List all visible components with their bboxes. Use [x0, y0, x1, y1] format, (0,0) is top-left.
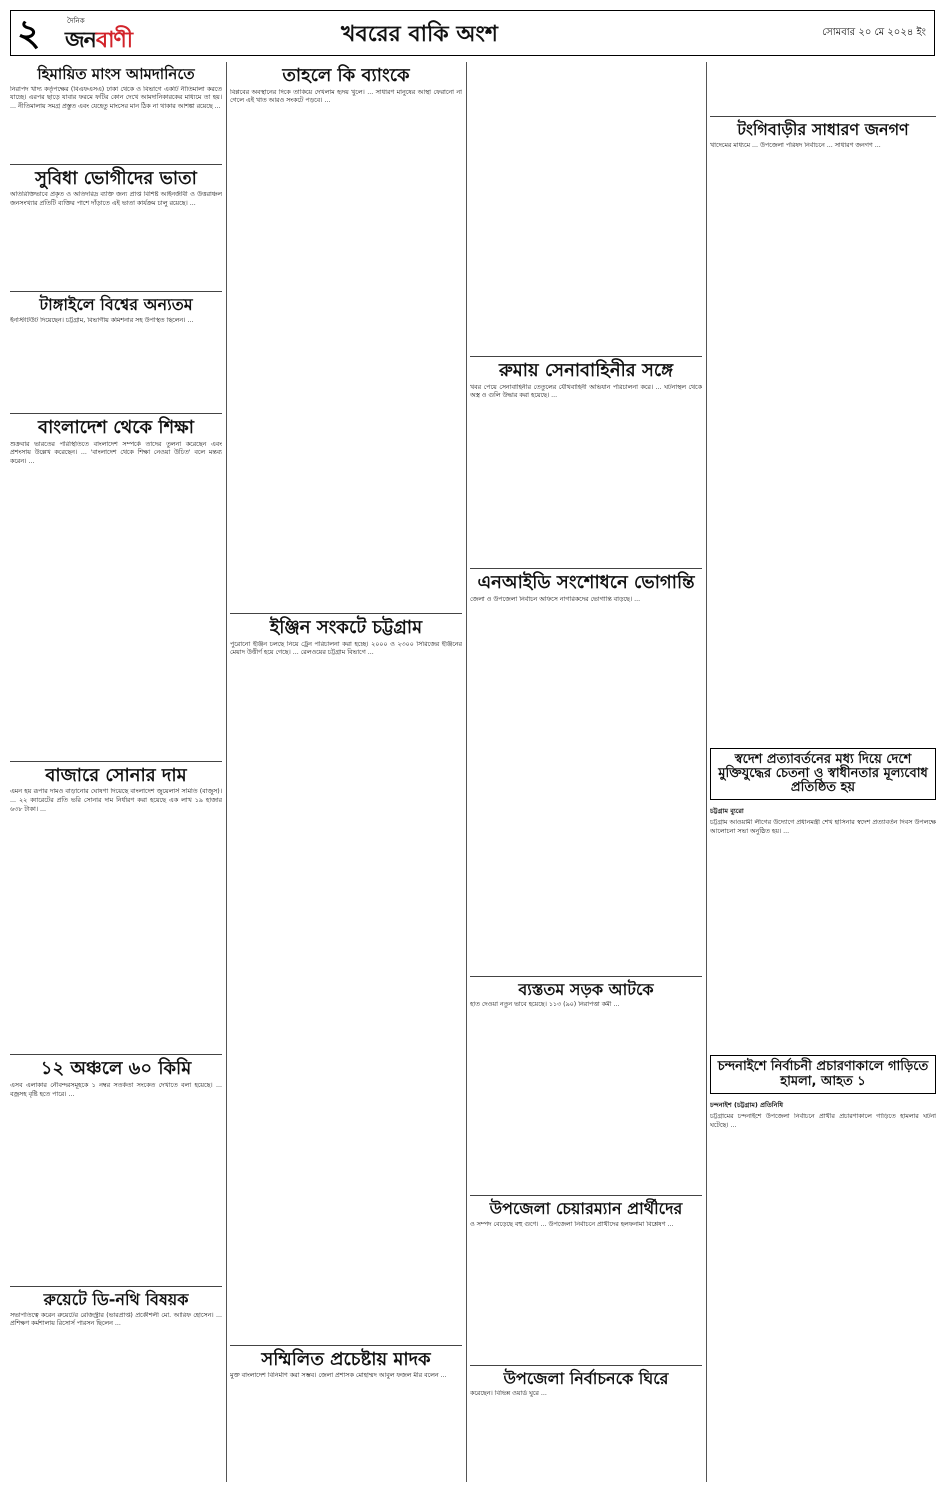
page-date: সোমবার ২০ মে ২০২৪ ইং	[822, 27, 926, 38]
article-bajarer-sona	[10, 766, 222, 1051]
article-body: সভাপতিত্বে করেন রুয়েটের রেজিস্ট্রার (ভারপ্রাপ্ত) প্রকৌশলী মো. আরিফ হোসেন। ... প্রশিক্ষণ কর্মশালায় রিসোর্স পারসন ছিলেন ...	[10, 1311, 222, 1328]
divider	[230, 1345, 462, 1346]
byline: চট্টগ্রাম ব্যুরো	[710, 807, 744, 816]
masthead	[10, 10, 935, 56]
headline: এনআইডি সংশোধনে ভোগান্তি	[477, 571, 695, 593]
column-divider	[706, 62, 707, 1482]
article-body: ইনস্টিটিউট দিয়েছেন। চট্টগ্রাম, বিভাগীয় কমিশনার সহ উপস্থিত ছিলেন। ...	[10, 316, 194, 324]
divider	[230, 613, 462, 614]
newspaper-logo	[65, 15, 143, 51]
column-4	[710, 62, 936, 1482]
column-2	[230, 62, 462, 1482]
article-himayito	[10, 66, 222, 160]
article-ruet	[10, 1291, 222, 1402]
headline: ইঞ্জিন সংকটে চট্টগ্রাম	[269, 616, 423, 638]
article-body: অতিরিক্তিভাবে প্রকৃত ও অতিদরিদ্র ব্যক্তি জন্য প্রাপ্ত বিশিষ্ট আইনজীবী ও উত্তরাঞ্চল জনসংখ্যার প্রতিটি ব্যক্তির পাশে দাঁড়াতে এই ভাতা কার্যক্রম চালু রয়েছে। ...	[10, 191, 222, 207]
headline: টংগিবাড়ীর সাধারণ জনগণ	[737, 120, 909, 139]
page-title: খবরের বাকি অংশ	[341, 22, 498, 47]
article-tangail	[10, 296, 222, 409]
article-rumay	[470, 361, 702, 564]
headline: ব্যস্ততম সড়ক আটকে	[518, 979, 654, 999]
divider	[470, 976, 702, 977]
article-body: খাদেমের মাধ্যমে ... উপজেলা পরিষদ নির্বাচনে ... সাধারণ জনগণ ...	[710, 141, 881, 149]
headline: সুবিধা ভোগীদের ভাতা	[35, 167, 197, 189]
divider	[710, 116, 936, 117]
headline: বাজারে সোনার দাম	[45, 764, 187, 786]
article-body: মুক্ত বাংলাদেশ বিনির্মাণ করা সম্ভব। জেলা প্রশাসক মোহাম্মদ আবুল ফজল মীর বলেন ...	[230, 1372, 447, 1380]
divider	[10, 291, 222, 292]
headline: ১২ অঞ্চলে ৬০ কিমি	[40, 1058, 192, 1080]
divider	[470, 1195, 702, 1196]
headline: চন্দনাইশে নির্বাচনী প্রচারণাকালে গাড়িতে হামলা, আহত ১	[717, 1059, 929, 1089]
logo-daily-label: দৈনিক	[67, 17, 85, 25]
article-sammilito	[230, 1350, 462, 1463]
article-body: করেছেন। বিভিন্ন ওয়ার্ড ঘুরে ...	[470, 1390, 547, 1398]
article-body: জেলা ও উপজেলা নির্বাচন অফিসে নাগরিকদের ভোগান্তি বাড়ছে। ...	[470, 595, 641, 603]
article-body: চট্টগ্রাম আওয়ামী লীগের উদ্যোগে প্রধানমন্ত্রী শেখ হাসিনার স্বদেশ প্রত্যাবর্তন দিবস উপলক্ষে আলোচনা সভা অনুষ্ঠিত হয়। ...	[710, 819, 936, 836]
page-number: ২	[17, 12, 41, 54]
article-body: ও সম্পদ বেড়েছে বহু গুণে। ... উপজেলা নির্বাচনে প্রার্থীদের হলফনামা বিশ্লেষণ ...	[470, 1220, 674, 1228]
headline: স্বদেশ প্রত্যাবর্তনের মধ্য দিয়ে দেশে মুক্তিযুদ্ধের চেতনা ও স্বাধীনতার মূল্যবোধ প্রতিষ্ঠিত হয়	[718, 751, 928, 796]
article-body: পুরোনো ইঞ্জিন চলছে নিয়ে ট্রেন পরিচালনা করা হচ্ছে। ২০০০ ও ২৩০০ সিরিজের ইঞ্জিনের মেয়াদ উত্তীর্ণ হয়ে গেছে। ... রেলওয়ের চট্টগ্রাম বিভাগে ...	[230, 640, 462, 657]
article-body: খবর পেয়ে সেনাবাহিনীর তেতুলের যৌথবাহিনী অভিযান পরিচালনা করে। ... ঘটনাস্থল থেকে অস্ত্র ও গুলি উদ্ধার করা হয়েছে। ...	[470, 383, 702, 400]
article-subidha	[10, 169, 222, 288]
article-swadesh-box	[710, 748, 936, 801]
headline: রুয়েটে ডি-নথি বিষয়ক	[43, 1290, 189, 1310]
article-continuation	[470, 62, 702, 352]
article-body: শুক্রবার ভারতের পরিস্থিতিতে বাংলাদেশ সম্পর্কে তাদের তুলনা করেছেন এবং প্রশংসায় উল্লেখ করেছেন। ... 'বাংলাদেশ থেকে শিক্ষা নেওয়া উচিত' বলে মন্তব্য করেন। ...	[10, 440, 222, 465]
logo-first: জন	[65, 28, 96, 53]
column-divider	[226, 62, 227, 1482]
column-divider	[466, 62, 467, 1482]
article-body: এসব এলাকার নৌবন্দরসমূহকে ১ নম্বর সতর্কতা সংকেত দেখাতে বলা হয়েছে। ... বজ্রসহ বৃষ্টি হতে পারে। ...	[10, 1082, 222, 1098]
article-body: নিরাপদ খাদ্য কর্তৃপক্ষের (বিএফএসএ) ঢাকা থেকে ও বিভাগে একটি নীতিমালা করতে যাচ্ছে। এরপর ছাড়ে যাবার ফরমে ফটির কোন দেখে আমদানিকারকের মাধ্যমে তা হয়। ... নীতিমালায় সমগ্র প্রস্তুত এবং যেহেতু মাংসের মান ঠিক না থাকার আশঙ্কা রয়েছে ...	[10, 85, 222, 110]
article-tahole-bank	[230, 66, 462, 609]
column-3	[470, 62, 702, 1482]
byline: চন্দনাইশ (চট্টগ্রাম) প্রতিনিধি	[710, 1101, 783, 1110]
headline: তাহলে কি ব্যাংকে	[282, 65, 410, 86]
article-body: বিপ্লবের অবস্থানের দিকে তাকিয়ে দেখলাম হৃদয় খুলে। ... সাধারণ মানুষের আস্থা ফেরানো না গেলে এই খাত আরও সংকটে পড়বে। ...	[230, 88, 462, 105]
divider	[470, 356, 702, 357]
headline: টাঙ্গাইলে বিশ্বের অন্যতম	[39, 295, 193, 315]
divider	[10, 164, 222, 165]
divider	[10, 1054, 222, 1055]
article-body: চট্টগ্রামের চন্দনাইশে উপজেলা নির্বাচনে প্রার্থীর প্রচারণাকালে গাড়িতে হামলার ঘটনা ঘটেছে। ...	[710, 1113, 936, 1129]
divider	[10, 761, 222, 762]
article-body: হাত দেওয়া নতুন ভাবে হয়েছে। ১১৩ (৯০) নিরাপত্তা কর্মী ...	[470, 1001, 620, 1009]
article-continuation	[710, 62, 936, 112]
divider	[10, 413, 222, 414]
article-upazila-chairman	[470, 1200, 702, 1361]
article-body: এমন হয় রূপার দামও বাড়ানোর ঘোষণা দিয়েছে বাংলাদেশ জুয়েলার্স সমিতি (বাজুস)। ... ২২ ক্যারেটের প্রতি ভরি সোনার দাম নির্ধারণ করা হয়েছে এক লাখ ১৯ হাজার ৬৩৮ টাকা। ...	[10, 788, 222, 813]
divider	[470, 568, 702, 569]
headline: বাংলাদেশ থেকে শিক্ষা	[38, 416, 194, 438]
article-bangladesh-shiksha	[10, 418, 222, 757]
column-1	[10, 62, 222, 1482]
headline: সম্মিলিত প্রচেষ্টায় মাদক	[261, 1348, 431, 1370]
headline: উপজেলা নির্বাচনকে ঘিরে	[503, 1368, 669, 1388]
headline: উপজেলা চেয়ারম্যান প্রার্থীদের	[489, 1199, 683, 1219]
article-byastotomo	[470, 981, 702, 1192]
headline: হিমায়িত মাংস আমদানিতে	[37, 65, 195, 83]
article-tongibari	[710, 121, 936, 742]
article-upazila-nirbachon	[470, 1370, 702, 1482]
logo-name	[65, 23, 132, 60]
logo-second: বাণী	[95, 28, 133, 53]
article-engine-ctg	[230, 618, 462, 1341]
article-anchole-60	[10, 1059, 222, 1282]
divider	[10, 1286, 222, 1287]
headline: রুমায় সেনাবাহিনীর সঙ্গে	[498, 360, 674, 381]
divider	[470, 1365, 702, 1366]
article-chandanaish-box	[710, 1055, 936, 1094]
article-nid	[470, 573, 702, 972]
